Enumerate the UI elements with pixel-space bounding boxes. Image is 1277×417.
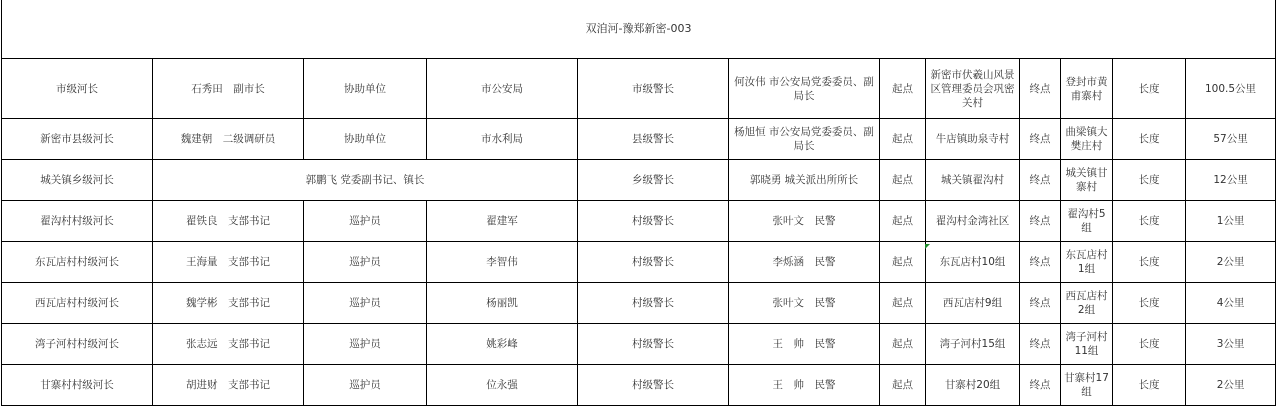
police-name-cell[interactable]: 王 帅 民警 — [729, 324, 880, 365]
start-location-cell[interactable]: 翟沟村金湾社区 — [926, 201, 1020, 242]
length-value-cell[interactable]: 2公里 — [1186, 365, 1276, 406]
end-location-cell[interactable]: 登封市黄甫寨村 — [1061, 59, 1113, 119]
end-location-cell[interactable]: 湾子河村11组 — [1061, 324, 1113, 365]
end-location-cell[interactable]: 曲梁镇大樊庄村 — [1061, 119, 1113, 160]
table-title[interactable]: 双洎河-豫郑新密-003 — [2, 0, 1276, 59]
assist-name-cell[interactable]: 翟建军 — [427, 201, 578, 242]
start-label-cell[interactable]: 起点 — [880, 160, 926, 201]
length-value-cell[interactable]: 1公里 — [1186, 201, 1276, 242]
start-label-cell[interactable]: 起点 — [880, 201, 926, 242]
table-row — [2, 201, 1276, 242]
table-row — [2, 119, 1276, 160]
end-label-cell[interactable]: 终点 — [1020, 119, 1061, 160]
end-label-cell[interactable]: 终点 — [1020, 59, 1061, 119]
start-location-cell[interactable]: 城关镇翟沟村 — [926, 160, 1020, 201]
start-location-cell[interactable]: 东瓦店村10组 — [926, 242, 1020, 283]
chief-name-cell[interactable]: 魏建朝 二级调研员 — [153, 119, 304, 160]
length-label-cell[interactable]: 长度 — [1113, 242, 1186, 283]
police-level-cell[interactable]: 市级警长 — [578, 59, 729, 119]
assist-role-cell[interactable]: 协助单位 — [304, 59, 427, 119]
police-level-cell[interactable]: 村级警长 — [578, 201, 729, 242]
chief-level-cell[interactable]: 东瓦店村村级河长 — [2, 242, 153, 283]
start-label-cell[interactable]: 起点 — [880, 283, 926, 324]
assist-name-cell[interactable]: 市公安局 — [427, 59, 578, 119]
police-level-cell[interactable]: 村级警长 — [578, 365, 729, 406]
chief-level-cell[interactable]: 市级河长 — [2, 59, 153, 119]
table-row — [2, 160, 1276, 201]
chief-level-cell[interactable]: 新密市县级河长 — [2, 119, 153, 160]
chief-name-cell[interactable]: 张志远 支部书记 — [153, 324, 304, 365]
police-level-cell[interactable]: 县级警长 — [578, 119, 729, 160]
end-label-cell[interactable]: 终点 — [1020, 201, 1061, 242]
start-location-cell[interactable]: 甘寨村20组 — [926, 365, 1020, 406]
start-location-cell[interactable]: 西瓦店村9组 — [926, 283, 1020, 324]
chief-name-merged-cell[interactable]: 郭鹏飞 党委副书记、镇长 — [153, 160, 578, 201]
assist-name-cell[interactable]: 李智伟 — [427, 242, 578, 283]
length-label-cell[interactable]: 长度 — [1113, 324, 1186, 365]
end-location-cell[interactable]: 甘寨村17组 — [1061, 365, 1113, 406]
police-level-cell[interactable]: 村级警长 — [578, 324, 729, 365]
end-location-cell[interactable]: 城关镇甘寨村 — [1061, 160, 1113, 201]
start-label-cell[interactable]: 起点 — [880, 59, 926, 119]
chief-name-cell[interactable]: 胡进财 支部书记 — [153, 365, 304, 406]
length-label-cell[interactable]: 长度 — [1113, 201, 1186, 242]
police-name-cell[interactable]: 王 帅 民警 — [729, 365, 880, 406]
cell-comment-marker — [925, 244, 930, 249]
end-location-cell[interactable]: 翟沟村5组 — [1061, 201, 1113, 242]
start-location-cell[interactable]: 湾子河村15组 — [926, 324, 1020, 365]
length-label-cell[interactable]: 长度 — [1113, 365, 1186, 406]
length-label-cell[interactable]: 长度 — [1113, 283, 1186, 324]
end-location-cell[interactable]: 东瓦店村1组 — [1061, 242, 1113, 283]
length-label-cell[interactable]: 长度 — [1113, 119, 1186, 160]
length-value-cell[interactable]: 4公里 — [1186, 283, 1276, 324]
start-label-cell[interactable]: 起点 — [880, 324, 926, 365]
chief-level-cell[interactable]: 湾子河村村级河长 — [2, 324, 153, 365]
chief-name-cell[interactable]: 翟铁良 支部书记 — [153, 201, 304, 242]
police-name-cell[interactable]: 张叶文 民警 — [729, 283, 880, 324]
chief-level-cell[interactable]: 城关镇乡级河长 — [2, 160, 153, 201]
police-level-cell[interactable]: 村级警长 — [578, 283, 729, 324]
table-row — [2, 365, 1276, 406]
chief-name-cell[interactable]: 石秀田 副市长 — [153, 59, 304, 119]
length-value-cell[interactable]: 100.5公里 — [1186, 59, 1276, 119]
length-value-cell[interactable]: 2公里 — [1186, 242, 1276, 283]
table-row — [2, 324, 1276, 365]
assist-role-cell[interactable]: 巡护员 — [304, 283, 427, 324]
table-row — [2, 242, 1276, 283]
chief-name-cell[interactable]: 魏学彬 支部书记 — [153, 283, 304, 324]
police-level-cell[interactable]: 村级警长 — [578, 242, 729, 283]
end-label-cell[interactable]: 终点 — [1020, 365, 1061, 406]
end-label-cell[interactable]: 终点 — [1020, 242, 1061, 283]
start-location-cell[interactable]: 新密市伏羲山风景区管理委员会巩密关村 — [926, 59, 1020, 119]
length-label-cell[interactable]: 长度 — [1113, 160, 1186, 201]
assist-role-cell[interactable]: 巡护员 — [304, 324, 427, 365]
chief-level-cell[interactable]: 西瓦店村村级河长 — [2, 283, 153, 324]
title-row — [2, 0, 1276, 59]
end-location-cell[interactable]: 西瓦店村2组 — [1061, 283, 1113, 324]
chief-name-cell[interactable]: 王海量 支部书记 — [153, 242, 304, 283]
police-level-cell[interactable]: 乡级警长 — [578, 160, 729, 201]
police-name-cell[interactable]: 何汝伟 市公安局党委委员、副局长 — [729, 59, 880, 119]
start-location-cell[interactable]: 牛店镇助泉寺村 — [926, 119, 1020, 160]
river-chief-table — [1, 0, 1276, 406]
assist-name-cell[interactable]: 位永强 — [427, 365, 578, 406]
assist-role-cell[interactable]: 巡护员 — [304, 201, 427, 242]
chief-level-cell[interactable]: 甘寨村村级河长 — [2, 365, 153, 406]
table-row — [2, 283, 1276, 324]
end-label-cell[interactable]: 终点 — [1020, 283, 1061, 324]
assist-name-cell[interactable]: 杨丽凯 — [427, 283, 578, 324]
police-name-cell[interactable]: 杨旭恒 市公安局党委委员、副局长 — [729, 119, 880, 160]
table-row — [2, 59, 1276, 119]
police-name-cell[interactable]: 李烁涵 民警 — [729, 242, 880, 283]
chief-level-cell[interactable]: 翟沟村村级河长 — [2, 201, 153, 242]
assist-role-cell[interactable]: 协助单位 — [304, 119, 427, 160]
police-name-cell[interactable]: 张叶文 民警 — [729, 201, 880, 242]
start-label-cell[interactable]: 起点 — [880, 119, 926, 160]
police-name-cell[interactable]: 郭晓勇 城关派出所所长 — [729, 160, 880, 201]
assist-name-cell[interactable]: 市水利局 — [427, 119, 578, 160]
start-label-cell[interactable]: 起点 — [880, 242, 926, 283]
end-label-cell[interactable]: 终点 — [1020, 324, 1061, 365]
start-label-cell[interactable]: 起点 — [880, 365, 926, 406]
length-label-cell[interactable]: 长度 — [1113, 59, 1186, 119]
length-value-cell[interactable]: 3公里 — [1186, 324, 1276, 365]
length-value-cell[interactable]: 12公里 — [1186, 160, 1276, 201]
end-label-cell[interactable]: 终点 — [1020, 160, 1061, 201]
assist-role-cell[interactable]: 巡护员 — [304, 242, 427, 283]
assist-role-cell[interactable]: 巡护员 — [304, 365, 427, 406]
length-value-cell[interactable]: 57公里 — [1186, 119, 1276, 160]
assist-name-cell[interactable]: 姚彩峰 — [427, 324, 578, 365]
